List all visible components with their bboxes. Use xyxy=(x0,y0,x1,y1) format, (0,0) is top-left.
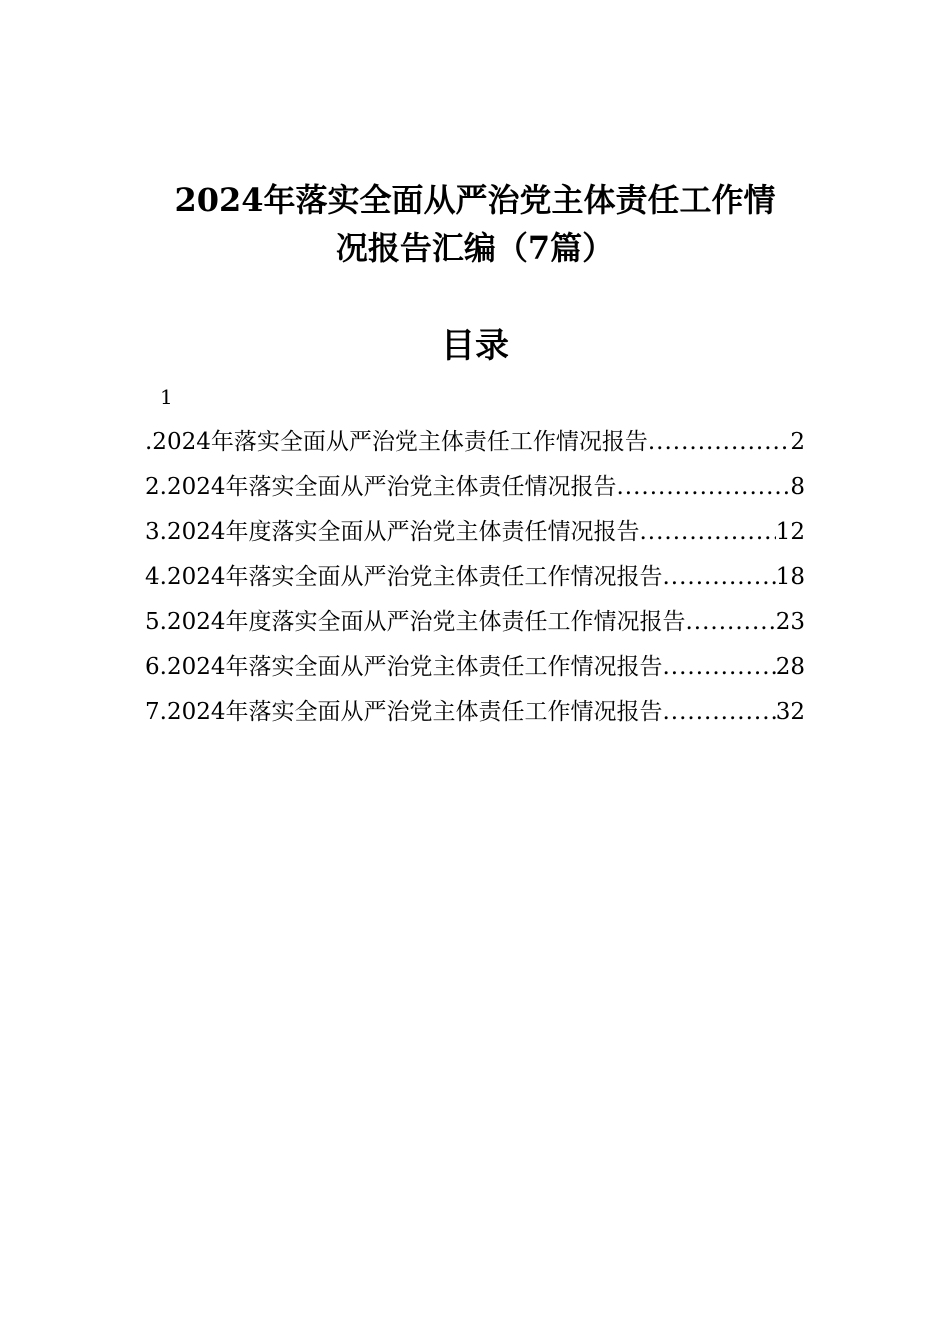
toc-entry[interactable] xyxy=(145,420,805,465)
toc-dot-leader xyxy=(685,600,775,645)
toc-entry[interactable] xyxy=(145,510,805,555)
document-title-line-1: 2024年落实全面从严治党主体责任工作情 xyxy=(174,181,776,219)
toc-first-number: 1 xyxy=(160,385,173,409)
toc-entry-label: 6.2024年落实全面从严治党主体责任工作情况报告 xyxy=(145,654,663,680)
table-of-contents xyxy=(145,420,805,735)
toc-dot-leader xyxy=(648,420,791,465)
toc-entry[interactable] xyxy=(145,645,805,690)
toc-entry-label: .2024年落实全面从严治党主体责任工作情况报告 xyxy=(145,429,648,455)
toc-entry-page: 12 xyxy=(775,519,805,545)
toc-entry[interactable] xyxy=(145,600,805,645)
toc-dot-leader xyxy=(616,465,790,510)
toc-dot-leader xyxy=(639,510,775,555)
toc-entry-label: 5.2024年度落实全面从严治党主体责任工作情况报告 xyxy=(145,609,686,635)
toc-entry-page: 2 xyxy=(790,429,805,455)
toc-dot-leader xyxy=(662,690,775,735)
toc-entry-label: 7.2024年落实全面从严治党主体责任工作情况报告 xyxy=(145,699,663,725)
toc-entry[interactable] xyxy=(145,555,805,600)
toc-dot-leader xyxy=(662,555,775,600)
toc-entry[interactable] xyxy=(145,690,805,735)
document-title-line-2: 况报告汇编（7篇） xyxy=(335,229,615,267)
toc-entry-label: 2.2024年落实全面从严治党主体责任情况报告 xyxy=(145,474,617,500)
toc-entry-page: 8 xyxy=(790,474,805,500)
toc-entry-page: 23 xyxy=(775,609,805,635)
toc-entry-page: 18 xyxy=(775,564,805,590)
toc-entry[interactable] xyxy=(145,465,805,510)
toc-entry-label: 3.2024年度落实全面从严治党主体责任情况报告 xyxy=(145,519,640,545)
toc-entry-page: 28 xyxy=(775,654,805,680)
toc-entry-page: 32 xyxy=(775,699,805,725)
toc-dot-leader xyxy=(662,645,775,690)
toc-heading: 目录 xyxy=(441,326,509,366)
toc-entry-label: 4.2024年落实全面从严治党主体责任工作情况报告 xyxy=(145,564,663,590)
